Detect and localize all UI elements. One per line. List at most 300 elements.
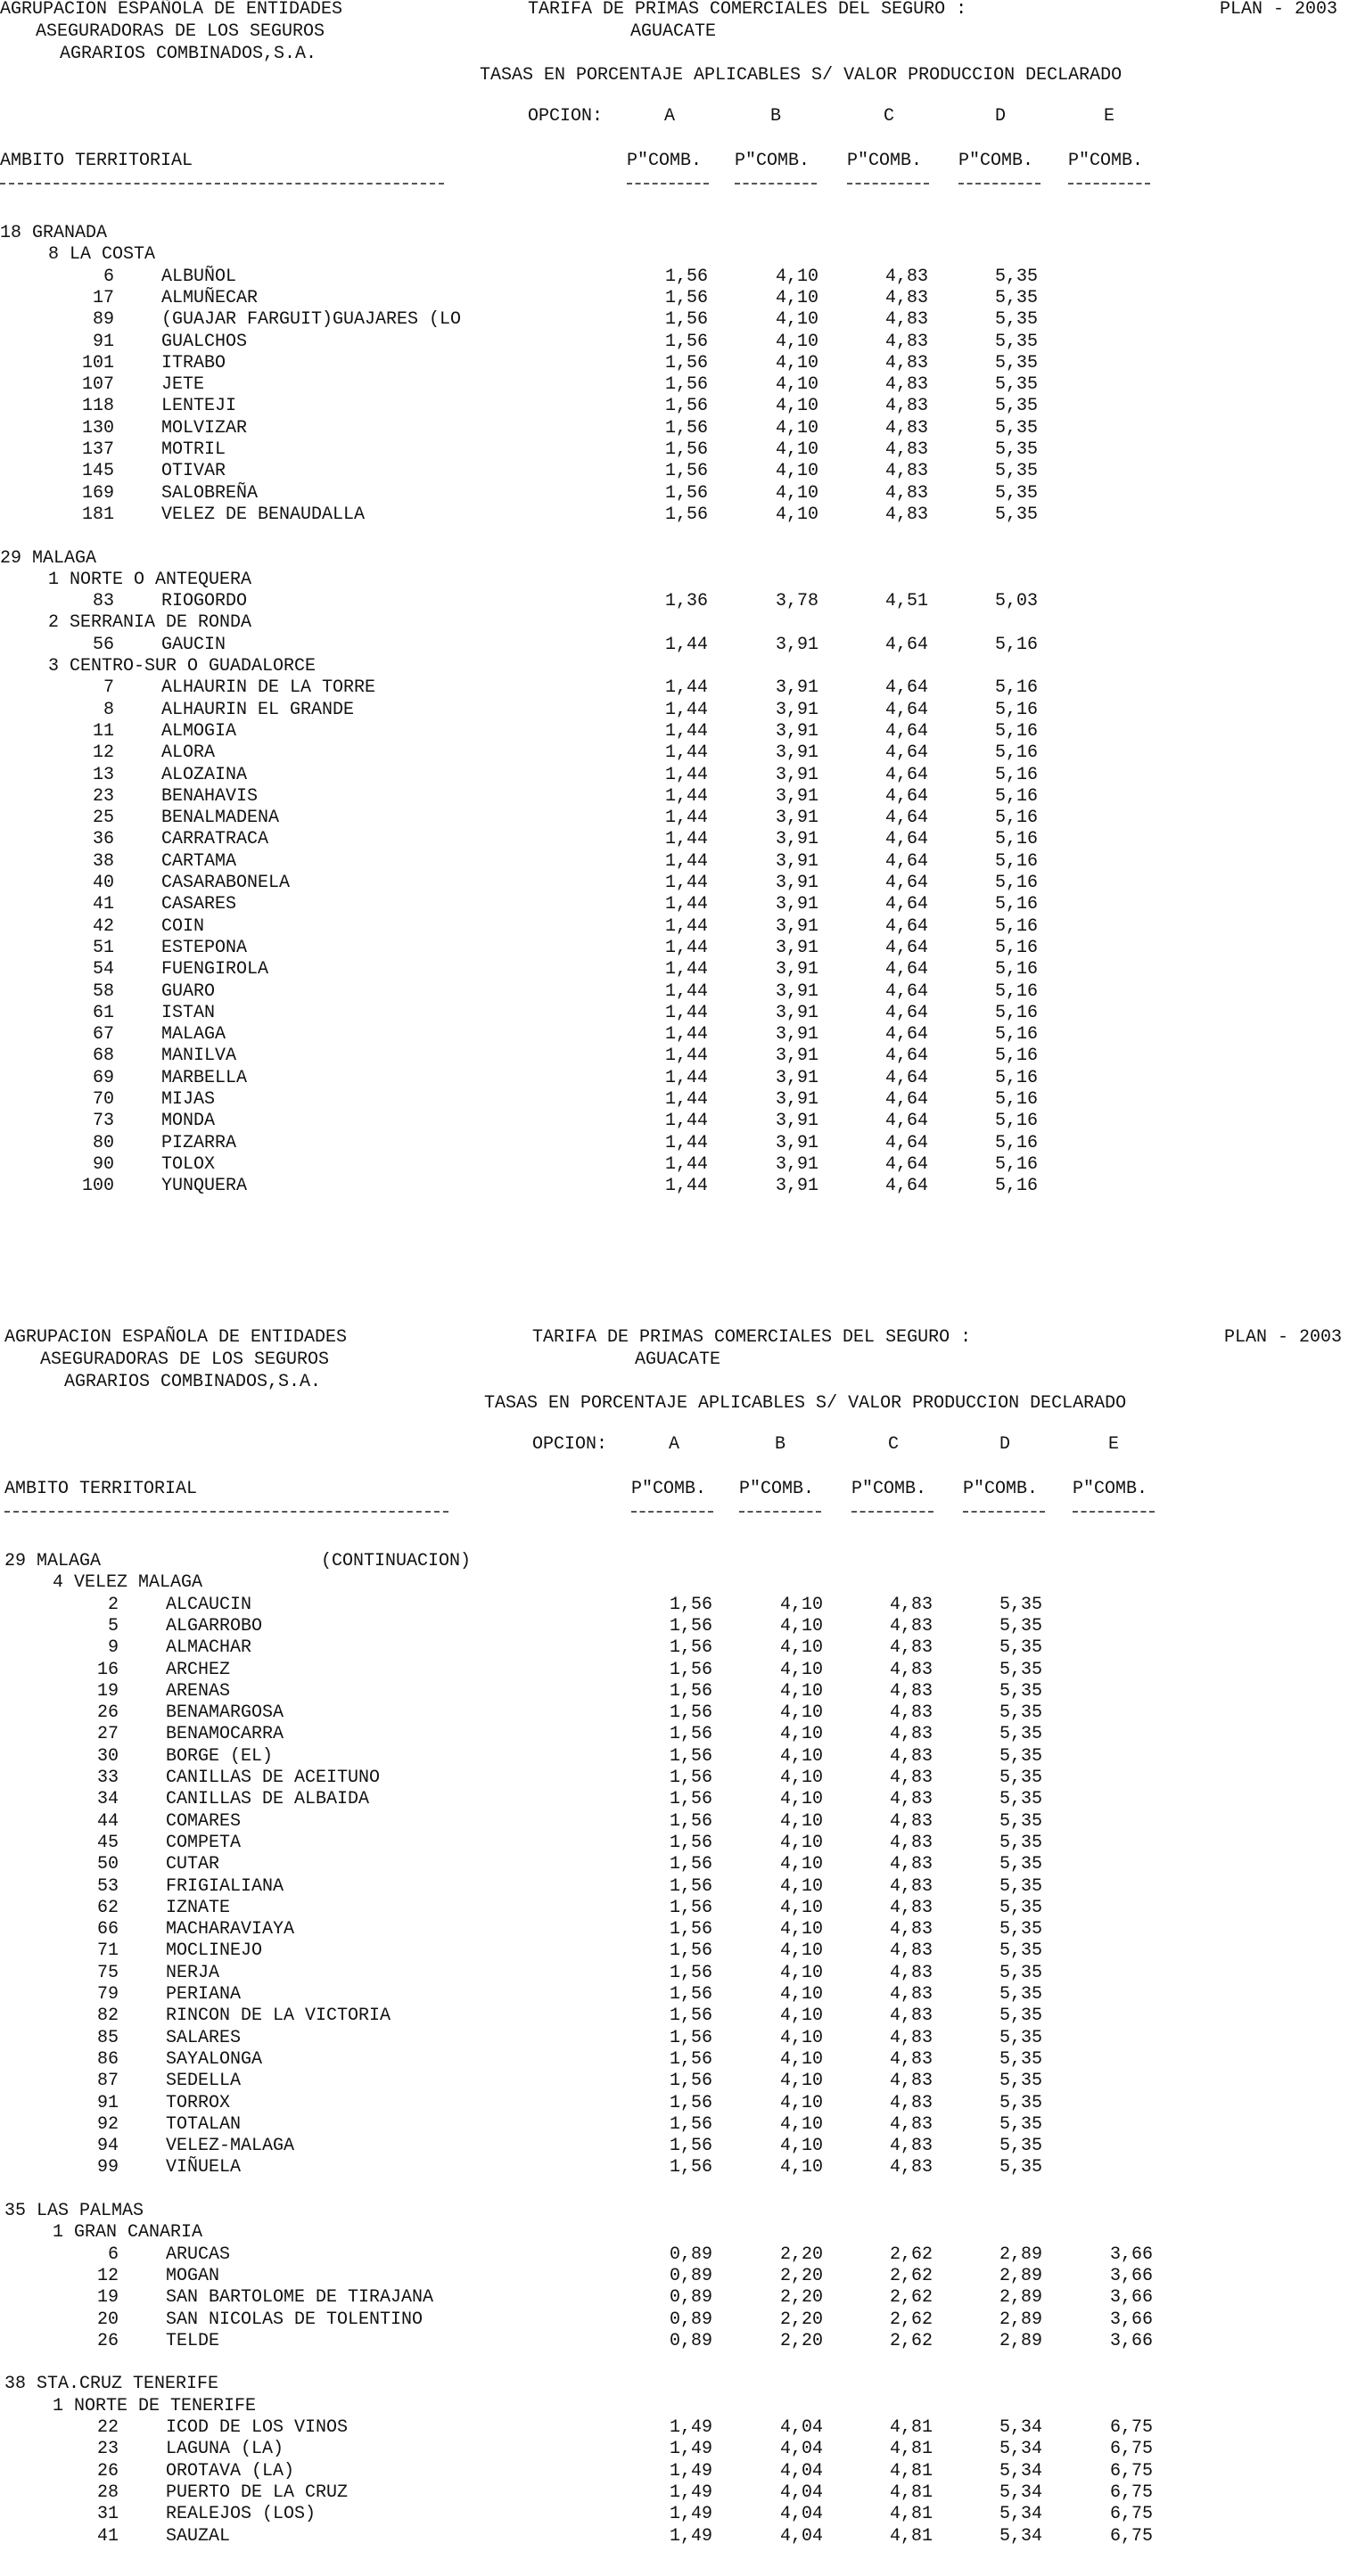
rate-option-b: 4,04 <box>780 2417 824 2438</box>
municipality-name: BENAMOCARRA <box>166 1724 284 1745</box>
rate-option-b: 4,10 <box>780 1810 824 1832</box>
column-header-pcomb: P"COMB. <box>1073 1479 1148 1499</box>
rate-option-d: 5,16 <box>995 1002 1039 1023</box>
rate-option-c: 4,64 <box>885 1002 929 1023</box>
municipality-name: BENAMARGOSA <box>166 1702 284 1724</box>
table-row <box>0 721 1357 742</box>
municipality-name: ALMUÑECAR <box>161 287 259 308</box>
rate-option-c: 4,81 <box>890 2417 933 2438</box>
rate-option-b: 3,78 <box>776 591 819 612</box>
municipality-name: ARUCAS <box>166 2244 231 2265</box>
municipality-code: 56 <box>92 634 114 655</box>
municipality-name: PIZARRA <box>161 1132 237 1153</box>
table-row <box>0 742 1357 764</box>
rate-option-a: 1,44 <box>665 829 709 850</box>
municipality-name: CUTAR <box>166 1854 220 1875</box>
rate-option-a: 1,56 <box>670 1702 713 1724</box>
rate-option-b: 3,91 <box>776 742 819 764</box>
rate-option-b: 4,10 <box>776 374 819 396</box>
municipality-code: 101 <box>81 352 114 373</box>
tariff-title: TARIFA DE PRIMAS COMERCIALES DEL SEGURO : <box>532 1327 972 1348</box>
rate-option-b: 4,10 <box>780 1940 824 1962</box>
rate-option-a: 1,56 <box>665 396 709 417</box>
municipality-code: 69 <box>92 1067 114 1088</box>
table-row <box>0 1660 1357 1681</box>
table-row <box>0 1616 1357 1637</box>
rate-option-e: 6,75 <box>1110 2439 1154 2460</box>
rate-option-a: 1,49 <box>670 2460 713 2482</box>
rate-option-d: 2,89 <box>999 2287 1043 2309</box>
table-row <box>0 677 1357 699</box>
municipality-name: ALHAURIN DE LA TORRE <box>161 677 376 699</box>
municipality-name: VIÑUELA <box>166 2157 242 2178</box>
rate-option-c: 4,64 <box>885 1067 929 1088</box>
rate-option-d: 5,16 <box>995 742 1039 764</box>
rate-option-d: 5,35 <box>999 1919 1043 1940</box>
rate-option-c: 4,64 <box>885 937 929 958</box>
table-row <box>0 483 1357 505</box>
municipality-name: ARENAS <box>166 1680 231 1702</box>
rate-option-c: 4,83 <box>890 1919 933 1940</box>
municipality-code: 99 <box>96 2157 119 2178</box>
rate-option-a: 1,56 <box>670 2071 713 2092</box>
rate-option-b: 4,10 <box>780 2136 824 2157</box>
ambito-territorial-header: AMBITO TERRITORIAL <box>4 1479 198 1499</box>
municipality-code: 17 <box>92 287 114 308</box>
municipality-name: TOLOX <box>161 1153 216 1175</box>
municipality-code: 61 <box>92 1002 114 1023</box>
comarca-name: 2 SERRANIA DE RONDA <box>48 612 252 634</box>
municipality-code: 26 <box>96 2330 119 2351</box>
municipality-code: 71 <box>96 1940 119 1962</box>
column-underline <box>631 1511 713 1513</box>
rate-option-c: 4,83 <box>890 2136 933 2157</box>
table-row <box>0 1111 1357 1132</box>
column-underline <box>963 1511 1045 1513</box>
rate-option-c: 4,81 <box>890 2525 933 2547</box>
rate-option-b: 3,91 <box>776 980 819 1002</box>
rate-option-b: 4,10 <box>780 1984 824 2005</box>
municipality-name: COIN <box>161 915 205 937</box>
comarca-heading <box>0 656 1357 677</box>
municipality-code: 85 <box>96 2027 119 2048</box>
table-row <box>0 2417 1357 2439</box>
option-label: OPCION: <box>532 1434 608 1455</box>
rate-option-a: 1,49 <box>670 2504 713 2525</box>
table-row <box>0 267 1357 288</box>
rate-option-b: 4,10 <box>776 439 819 460</box>
rate-option-d: 5,35 <box>995 309 1039 331</box>
rate-option-a: 1,44 <box>665 720 709 742</box>
rate-option-c: 4,64 <box>885 677 929 699</box>
rate-option-d: 5,35 <box>999 1789 1043 1810</box>
rate-option-c: 4,81 <box>890 2504 933 2525</box>
table-row <box>0 1898 1357 1919</box>
rate-option-c: 4,64 <box>885 1089 929 1110</box>
rate-option-a: 1,44 <box>665 785 709 807</box>
rate-option-a: 1,56 <box>670 1789 713 1810</box>
rate-option-b: 4,10 <box>780 1875 824 1897</box>
table-row <box>0 2028 1357 2049</box>
rate-option-d: 5,35 <box>999 1897 1043 1918</box>
rate-option-b: 4,10 <box>780 1637 824 1659</box>
rate-option-b: 3,91 <box>776 1024 819 1046</box>
option-e: E <box>1108 1434 1120 1455</box>
rate-option-d: 5,35 <box>995 396 1039 417</box>
rate-option-d: 5,35 <box>995 266 1039 287</box>
province-heading <box>0 223 1357 244</box>
rate-option-b: 3,91 <box>776 1002 819 1023</box>
rate-option-b: 4,10 <box>780 2157 824 2178</box>
municipality-code: 100 <box>81 1176 114 1197</box>
rate-option-a: 1,44 <box>665 873 709 893</box>
municipality-code: 30 <box>96 1745 119 1767</box>
municipality-name: ESTEPONA <box>161 937 248 958</box>
table-row <box>0 1789 1357 1810</box>
table-row <box>0 2309 1357 2331</box>
rate-option-a: 1,56 <box>670 1680 713 1702</box>
rate-option-a: 1,36 <box>665 591 709 612</box>
rate-option-a: 1,56 <box>670 1659 713 1680</box>
rate-option-a: 1,56 <box>670 2006 713 2027</box>
rate-option-d: 5,16 <box>995 937 1039 958</box>
org-name-line-3: AGRARIOS COMBINADOS,S.A. <box>60 44 317 64</box>
comarca-heading <box>0 1572 1357 1594</box>
municipality-name: ALOZAINA <box>161 764 248 785</box>
rate-option-c: 4,83 <box>890 1594 933 1615</box>
table-row <box>0 2136 1357 2157</box>
table-row <box>0 786 1357 808</box>
municipality-code: 45 <box>96 1832 119 1853</box>
rate-option-c: 4,64 <box>885 959 929 980</box>
municipality-code: 20 <box>96 2309 119 2330</box>
municipality-name: OTIVAR <box>161 461 226 482</box>
table-row <box>0 808 1357 829</box>
municipality-code: 12 <box>96 2265 119 2286</box>
table-row <box>0 981 1357 1003</box>
municipality-code: 22 <box>96 2417 119 2438</box>
rate-option-a: 0,89 <box>670 2309 713 2330</box>
rate-option-d: 5,35 <box>999 2136 1043 2157</box>
rate-option-b: 3,91 <box>776 677 819 699</box>
rate-option-b: 4,04 <box>780 2482 824 2503</box>
municipality-name: GAUCIN <box>161 634 226 655</box>
municipality-code: 82 <box>96 2006 119 2027</box>
rate-option-c: 4,83 <box>890 1702 933 1724</box>
rate-option-c: 4,64 <box>885 1153 929 1175</box>
municipality-code: 86 <box>96 2048 119 2070</box>
municipality-code: 19 <box>96 1680 119 1702</box>
municipality-code: 5 <box>107 1615 119 1637</box>
municipality-name: GUARO <box>161 980 216 1002</box>
rate-option-a: 1,44 <box>665 850 709 872</box>
table-row <box>0 1637 1357 1659</box>
municipality-name: FUENGIROLA <box>161 959 269 980</box>
municipality-code: 16 <box>96 1659 119 1680</box>
municipality-code: 28 <box>96 2482 119 2503</box>
rate-option-d: 5,35 <box>999 1745 1043 1767</box>
municipality-name: COMARES <box>166 1810 242 1832</box>
municipality-code: 118 <box>81 396 114 417</box>
rate-option-b: 2,20 <box>780 2265 824 2286</box>
rate-option-a: 0,89 <box>670 2330 713 2351</box>
table-row <box>0 1768 1357 1789</box>
table-row <box>0 2504 1357 2525</box>
rate-option-a: 1,56 <box>665 352 709 373</box>
rate-option-a: 0,89 <box>670 2244 713 2265</box>
table-row <box>0 1154 1357 1176</box>
option-label: OPCION: <box>528 106 604 127</box>
table-row <box>0 635 1357 656</box>
subtitle: TASAS EN PORCENTAJE APLICABLES S/ VALOR PRODUCCION DECLARADO <box>480 65 1123 86</box>
org-name-line-2: ASEGURADORAS DE LOS SEGUROS <box>40 1350 330 1370</box>
table-row <box>0 1963 1357 1984</box>
rate-option-b: 3,91 <box>776 1046 819 1067</box>
rate-option-a: 1,56 <box>665 482 709 504</box>
table-row <box>0 2157 1357 2178</box>
option-a: A <box>669 1434 680 1455</box>
table-row <box>0 353 1357 374</box>
rate-option-b: 4,10 <box>780 2027 824 2048</box>
municipality-code: 68 <box>92 1046 114 1067</box>
comarca-name: 1 NORTE O ANTEQUERA <box>48 569 252 590</box>
comarca-heading <box>0 570 1357 591</box>
municipality-name: GUALCHOS <box>161 331 248 352</box>
rate-option-c: 4,83 <box>890 2157 933 2178</box>
municipality-code: 12 <box>92 742 114 764</box>
rate-option-e: 6,75 <box>1110 2460 1154 2482</box>
municipality-name: CARRATRACA <box>161 829 269 850</box>
municipality-name: BENALMADENA <box>161 808 280 829</box>
subtitle: TASAS EN PORCENTAJE APLICABLES S/ VALOR PRODUCCION DECLARADO <box>484 1393 1127 1414</box>
rate-option-d: 5,16 <box>995 873 1039 893</box>
rate-option-a: 1,44 <box>665 742 709 764</box>
rate-option-d: 5,35 <box>999 1832 1043 1853</box>
rate-option-b: 3,91 <box>776 634 819 655</box>
rate-option-c: 4,51 <box>885 591 929 612</box>
rate-option-d: 5,16 <box>995 764 1039 785</box>
province-name: 38 STA.CRUZ TENERIFE <box>4 2374 219 2395</box>
rate-option-c: 4,83 <box>890 1940 933 1962</box>
comarca-heading <box>0 2396 1357 2417</box>
rate-option-a: 1,56 <box>670 1897 713 1918</box>
rate-option-d: 5,16 <box>995 915 1039 937</box>
option-e: E <box>1104 106 1115 127</box>
rate-option-d: 5,35 <box>999 1659 1043 1680</box>
rate-option-b: 4,10 <box>780 2006 824 2027</box>
municipality-code: 31 <box>96 2504 119 2525</box>
column-header-pcomb: P"COMB. <box>739 1479 815 1499</box>
rate-option-b: 3,91 <box>776 1089 819 1110</box>
rate-option-b: 4,10 <box>780 2113 824 2135</box>
rate-option-e: 6,75 <box>1110 2504 1154 2525</box>
table-row <box>0 1702 1357 1724</box>
rate-option-a: 1,44 <box>665 894 709 915</box>
municipality-code: 67 <box>92 1024 114 1046</box>
rate-option-c: 4,83 <box>890 1745 933 1767</box>
municipality-code: 51 <box>92 937 114 958</box>
rate-option-d: 5,35 <box>999 2071 1043 2092</box>
rate-option-c: 4,64 <box>885 634 929 655</box>
rate-option-b: 3,91 <box>776 720 819 742</box>
rate-option-b: 4,04 <box>780 2460 824 2482</box>
rate-option-d: 5,34 <box>999 2417 1043 2438</box>
rate-option-c: 4,83 <box>885 374 929 396</box>
rate-option-d: 5,35 <box>995 417 1039 439</box>
rate-option-d: 5,35 <box>995 352 1039 373</box>
rate-option-c: 2,62 <box>890 2287 933 2309</box>
table-row <box>0 591 1357 612</box>
municipality-code: 11 <box>92 720 114 742</box>
table-row <box>0 1681 1357 1702</box>
continuation-note: (CONTINUACION) <box>321 1551 472 1571</box>
table-row <box>0 700 1357 721</box>
rate-option-d: 5,16 <box>995 1111 1039 1132</box>
table-row <box>0 332 1357 353</box>
municipality-name: NERJA <box>166 1962 220 1983</box>
table-row <box>0 2331 1357 2352</box>
municipality-code: 26 <box>96 1702 119 1724</box>
rate-option-a: 1,56 <box>665 439 709 460</box>
table-row <box>0 418 1357 439</box>
column-underline <box>735 183 817 185</box>
municipality-name: ALBUÑOL <box>161 266 237 287</box>
province-name: 29 MALAGA <box>4 1551 102 1571</box>
table-row <box>0 1176 1357 1197</box>
rate-option-e: 3,66 <box>1110 2244 1154 2265</box>
rate-option-a: 1,44 <box>665 1153 709 1175</box>
rate-option-a: 1,56 <box>670 1875 713 1897</box>
rate-option-b: 4,10 <box>776 417 819 439</box>
municipality-name: ITRABO <box>161 352 226 373</box>
municipality-code: 90 <box>92 1153 114 1175</box>
rate-option-a: 1,44 <box>665 1046 709 1067</box>
municipality-name: (GUAJAR FARGUIT)GUAJARES (LO <box>161 309 462 331</box>
municipality-code: 75 <box>96 1962 119 1983</box>
rate-option-c: 4,81 <box>890 2439 933 2460</box>
municipality-name: RIOGORDO <box>161 591 248 612</box>
province-heading <box>0 548 1357 570</box>
rate-option-d: 5,16 <box>995 1067 1039 1088</box>
rate-option-b: 4,10 <box>780 1962 824 1983</box>
rate-option-a: 1,56 <box>670 1832 713 1853</box>
rate-option-c: 2,62 <box>890 2309 933 2330</box>
rate-option-d: 5,34 <box>999 2439 1043 2460</box>
rate-option-c: 4,83 <box>890 2092 933 2113</box>
rate-option-c: 4,64 <box>885 1046 929 1067</box>
rate-option-a: 1,44 <box>665 699 709 720</box>
rate-option-c: 4,83 <box>885 287 929 308</box>
rate-option-d: 5,35 <box>995 287 1039 308</box>
municipality-name: MIJAS <box>161 1089 216 1110</box>
municipality-code: 6 <box>103 266 114 287</box>
rate-option-d: 5,35 <box>999 2092 1043 2113</box>
municipality-code: 42 <box>92 915 114 937</box>
municipality-name: SEDELLA <box>166 2071 242 2092</box>
rate-option-c: 4,83 <box>885 331 929 352</box>
municipality-code: 34 <box>96 1789 119 1810</box>
rate-option-a: 1,56 <box>670 1637 713 1659</box>
rate-option-c: 4,64 <box>885 1024 929 1046</box>
table-row <box>0 1940 1357 1962</box>
rate-option-c: 4,81 <box>890 2460 933 2482</box>
column-underline <box>739 1511 821 1513</box>
municipality-code: 23 <box>92 785 114 807</box>
rate-option-b: 3,91 <box>776 699 819 720</box>
municipality-code: 80 <box>92 1132 114 1153</box>
municipality-name: MANILVA <box>161 1046 237 1067</box>
rate-option-d: 5,16 <box>995 677 1039 699</box>
municipality-code: 2 <box>107 1594 119 1615</box>
municipality-name: RINCON DE LA VICTORIA <box>166 2006 391 2027</box>
municipality-name: YUNQUERA <box>161 1176 248 1197</box>
option-b: B <box>770 106 782 127</box>
municipality-name: CANILLAS DE ACEITUNO <box>166 1768 381 1788</box>
table-row <box>0 1089 1357 1111</box>
rate-option-d: 5,35 <box>999 1702 1043 1724</box>
rate-option-c: 4,83 <box>890 1897 933 1918</box>
column-header-pcomb: P"COMB. <box>851 1479 927 1499</box>
comarca-heading <box>0 2222 1357 2244</box>
rate-option-b: 3,91 <box>776 915 819 937</box>
rate-option-d: 5,35 <box>999 2048 1043 2070</box>
ambito-underline <box>0 183 444 185</box>
rate-option-b: 4,10 <box>776 266 819 287</box>
table-row <box>0 765 1357 786</box>
rate-option-c: 4,64 <box>885 742 929 764</box>
rate-option-c: 4,83 <box>890 1680 933 1702</box>
rate-option-a: 1,44 <box>665 1176 709 1197</box>
municipality-name: MOLVIZAR <box>161 417 248 439</box>
org-name-line-1: AGRUPACION ESPAÑOLA DE ENTIDADES <box>0 0 343 20</box>
municipality-name: MALAGA <box>161 1024 226 1046</box>
rate-option-a: 1,44 <box>665 808 709 829</box>
option-c: C <box>888 1434 900 1455</box>
rate-option-c: 4,83 <box>890 1659 933 1680</box>
rate-option-c: 4,64 <box>885 1176 929 1197</box>
rate-option-b: 3,91 <box>776 808 819 829</box>
municipality-name: MARBELLA <box>161 1067 248 1088</box>
municipality-name: ALGARROBO <box>166 1615 263 1637</box>
rate-option-a: 1,44 <box>665 1067 709 1088</box>
rate-option-d: 5,16 <box>995 699 1039 720</box>
province-name: 18 GRANADA <box>0 223 108 243</box>
rate-option-d: 5,16 <box>995 959 1039 980</box>
municipality-name: TELDE <box>166 2330 220 2351</box>
municipality-code: 7 <box>103 677 114 699</box>
option-d: D <box>995 106 1007 127</box>
rate-option-c: 4,83 <box>890 1724 933 1745</box>
municipality-code: 89 <box>92 309 114 331</box>
rate-option-a: 1,44 <box>665 634 709 655</box>
municipality-name: REALEJOS (LOS) <box>166 2504 317 2525</box>
rate-option-d: 5,35 <box>995 374 1039 396</box>
rate-option-a: 1,49 <box>670 2482 713 2503</box>
org-name-line-3: AGRARIOS COMBINADOS,S.A. <box>64 1372 322 1392</box>
rate-option-a: 1,56 <box>665 504 709 525</box>
municipality-name: ISTAN <box>161 1002 216 1023</box>
table-row <box>0 2439 1357 2460</box>
municipality-name: ALMACHAR <box>166 1637 252 1659</box>
comarca-heading <box>0 244 1357 266</box>
municipality-name: SAUZAL <box>166 2525 231 2547</box>
municipality-code: 8 <box>103 699 114 720</box>
rate-option-b: 3,91 <box>776 1111 819 1132</box>
table-row <box>0 439 1357 461</box>
table-row <box>0 2093 1357 2114</box>
column-underline <box>1073 1511 1155 1513</box>
municipality-name: ALORA <box>161 742 216 764</box>
